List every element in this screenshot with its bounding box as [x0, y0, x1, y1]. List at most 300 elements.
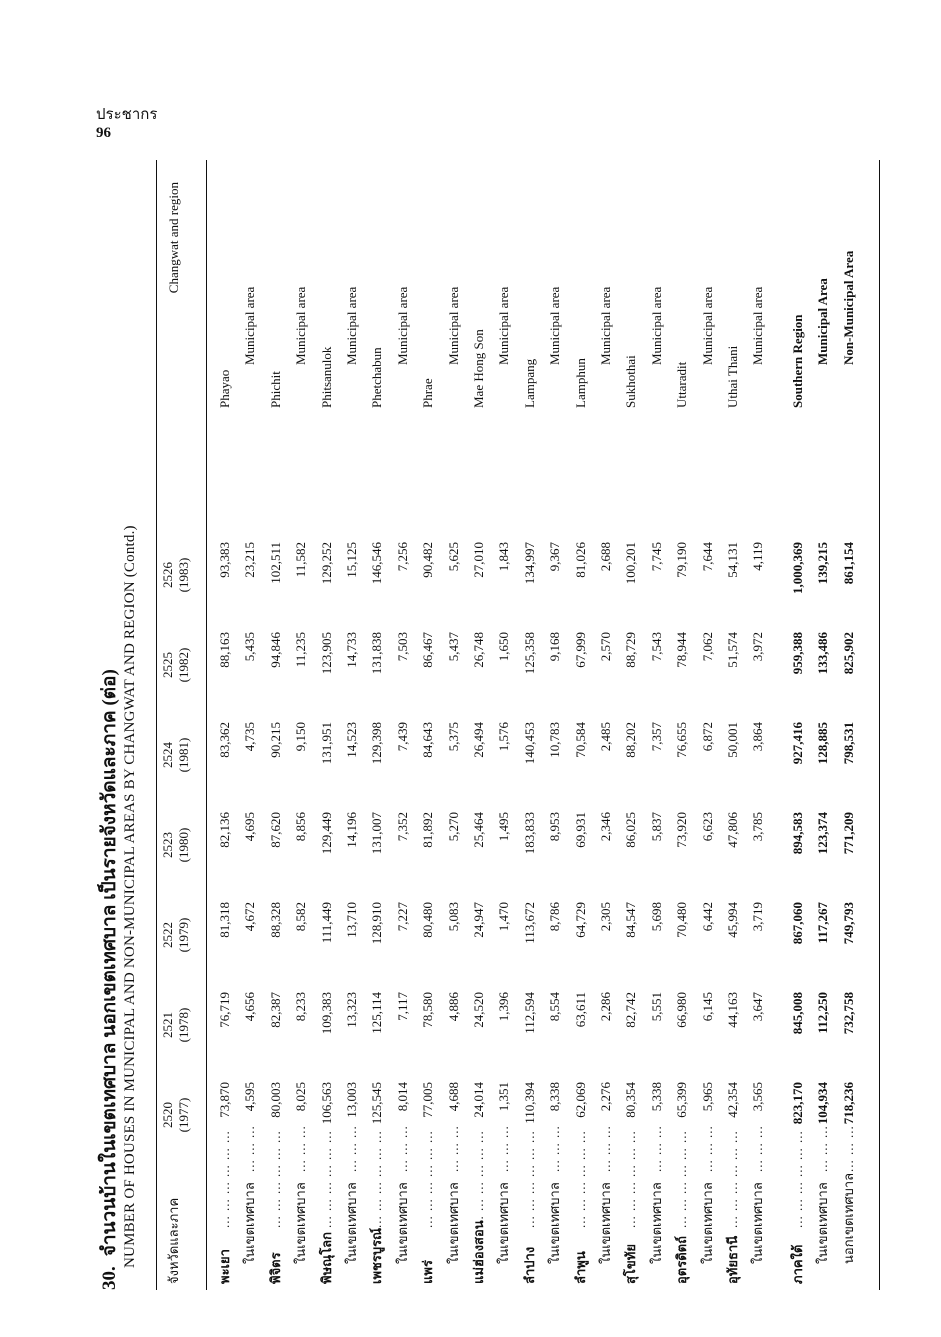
row-label-thai: ในเขตเทศบาล [242, 1182, 258, 1264]
table-row [595, 160, 617, 1290]
value-cell: 79,190 [674, 542, 690, 578]
row-label-thai: ในเขตเทศบาล [648, 1182, 664, 1264]
value-cell: 129,449 [318, 812, 334, 855]
value-cell: 26,748 [471, 632, 486, 668]
value-cell: 3,864 [750, 722, 766, 752]
value-cell: 90,215 [267, 722, 283, 758]
row-label-thai: ในเขตเทศบาล [293, 1182, 309, 1264]
table-row [493, 160, 515, 1290]
row-label-thai: สุโขทัย [623, 1244, 639, 1284]
value-cell: 8,233 [293, 992, 309, 1022]
row-label-english: Mae Hong Son [471, 329, 486, 408]
value-cell: 110,394 [521, 1082, 537, 1124]
value-cell: 15,125 [344, 542, 359, 578]
value-cell: 4,119 [750, 542, 766, 571]
value-cell: 113,672 [521, 902, 537, 944]
year-header [160, 1080, 192, 1150]
value-cell: 128,910 [369, 902, 385, 945]
value-cell: 823,170 [789, 1082, 805, 1125]
value-cell: 112,250 [815, 992, 831, 1034]
row-label-thai: ลำปาง [521, 1246, 537, 1284]
value-cell: 8,554 [547, 992, 563, 1022]
value-cell: 2,305 [598, 902, 613, 932]
row-label-english: Municipal area [445, 286, 461, 365]
table-row [646, 160, 668, 1290]
value-cell: 14,733 [344, 632, 359, 668]
value-cell: 117,267 [815, 902, 831, 944]
value-cell: 7,256 [394, 542, 410, 572]
value-cell: 2,276 [598, 1082, 613, 1112]
year-gregorian: (1979) [176, 917, 191, 953]
value-cell: 3,647 [750, 992, 766, 1022]
table-row [838, 160, 860, 1290]
table-row [265, 160, 287, 1290]
value-cell: 5,965 [699, 1082, 715, 1112]
year-buddhist: 2526 [160, 562, 175, 588]
row-label-english: Municipal area [394, 286, 410, 365]
value-cell: 5,338 [648, 1082, 664, 1112]
year-header [160, 720, 192, 790]
row-label-thai: แม่ฮ่องสอน [471, 1220, 486, 1284]
section-name: ประชากร [96, 107, 158, 123]
row-label-thai: อุทัยธานี [725, 1235, 740, 1284]
leader-dots: ... ... ... [699, 1125, 715, 1172]
value-cell: 80,480 [420, 902, 436, 938]
value-cell: 106,563 [318, 1082, 334, 1125]
value-cell: 123,374 [815, 812, 831, 855]
value-cell: 80,003 [267, 1082, 283, 1118]
leader-dots: ... ... ... [445, 1125, 461, 1172]
row-label-thai: ในเขตเทศบาล [394, 1182, 410, 1264]
row-label-thai: พะเยา [217, 1249, 232, 1284]
value-cell: 93,383 [217, 542, 232, 578]
row-label-english: Municipal area [750, 286, 766, 365]
value-cell: 24,014 [471, 1082, 486, 1118]
value-cell: 80,354 [623, 1082, 639, 1118]
leader-dots: ... ... ... ... ... ... [789, 1130, 805, 1228]
value-cell: 183,833 [521, 812, 537, 855]
value-cell: 4,886 [445, 992, 461, 1022]
value-cell: 6,442 [699, 902, 715, 932]
value-cell: 112,594 [521, 992, 537, 1034]
value-cell: 65,399 [674, 1082, 690, 1118]
year-buddhist: 2521 [160, 1012, 175, 1038]
row-label-thai: ลำพูน [572, 1251, 588, 1284]
value-cell: 4,695 [242, 812, 258, 842]
row-label-thai: ในเขตเทศบาล [496, 1182, 512, 1264]
value-cell: 82,387 [267, 992, 283, 1028]
value-cell: 125,114 [369, 992, 385, 1034]
value-cell: 8,014 [394, 1082, 410, 1112]
value-cell: 732,758 [840, 992, 856, 1035]
year-gregorian: (1980) [176, 827, 191, 863]
value-cell: 81,892 [420, 812, 436, 848]
value-cell: 45,994 [725, 902, 740, 938]
year-buddhist: 2523 [160, 832, 175, 858]
table-row [544, 160, 566, 1290]
row-label-english: Municipal area [293, 286, 309, 365]
value-cell: 5,435 [242, 632, 258, 662]
value-cell: 5,551 [648, 992, 664, 1022]
value-cell: 42,354 [725, 1082, 740, 1118]
leader-dots: ... ... ... ... ... ... [572, 1130, 588, 1228]
page-number: 96 [96, 125, 111, 141]
value-cell: 78,944 [674, 632, 690, 668]
value-cell: 76,655 [674, 722, 690, 758]
year-gregorian: (1983) [176, 557, 191, 593]
row-label-thai: ภาคใต้ [789, 1244, 805, 1284]
table-row [697, 160, 719, 1290]
value-cell: 104,934 [815, 1082, 831, 1125]
value-cell: 861,154 [840, 542, 856, 585]
row-label-english: Phrae [420, 378, 436, 408]
value-cell: 771,209 [840, 812, 856, 855]
value-cell: 94,846 [267, 632, 283, 668]
value-cell: 7,439 [394, 722, 410, 752]
value-cell: 24,947 [471, 902, 486, 938]
table-bottom-rule [879, 160, 880, 1290]
value-cell: 13,710 [344, 902, 359, 938]
row-label-thai: พิจิตร [267, 1252, 283, 1284]
value-cell: 88,729 [623, 632, 639, 668]
value-cell: 5,437 [445, 632, 461, 662]
value-cell: 2,570 [598, 632, 613, 662]
table-row [316, 160, 338, 1290]
leader-dots: ... ... ... ... ... ... [267, 1130, 283, 1228]
row-label-english: Municipal area [699, 286, 715, 365]
value-cell: 7,543 [648, 632, 664, 662]
leader-dots: ... ... ... ... ... ... [674, 1130, 690, 1228]
row-label-english: Phitsanulok [318, 346, 334, 408]
value-cell: 70,584 [572, 722, 588, 758]
year-header [160, 900, 192, 970]
value-cell: 5,837 [648, 812, 664, 842]
value-cell: 100,201 [623, 542, 639, 585]
value-cell: 125,358 [521, 632, 537, 675]
value-cell: 90,482 [420, 542, 436, 578]
value-cell: 27,010 [471, 542, 486, 578]
value-cell: 4,595 [242, 1082, 258, 1112]
page-header [96, 106, 157, 142]
leader-dots: ... ... ... [344, 1125, 359, 1172]
value-cell: 50,001 [725, 722, 740, 758]
value-cell: 8,786 [547, 902, 563, 932]
row-label-english: Southern Region [789, 314, 805, 408]
table-row [392, 160, 414, 1290]
leader-dots: ... ... ... [815, 1125, 831, 1172]
value-cell: 4,688 [445, 1082, 461, 1112]
value-cell: 3,972 [750, 632, 766, 662]
column-header-english: Changwat and region [166, 182, 181, 294]
table-row [519, 160, 541, 1290]
value-cell: 24,520 [471, 992, 486, 1028]
row-label-thai: ในเขตเทศบาล [598, 1182, 613, 1264]
row-label-english: Sukhothai [623, 355, 639, 408]
table-top-rule [156, 160, 157, 1290]
leader-dots: ... ... ... ... ... ... [318, 1130, 334, 1228]
row-label-thai: พิษณุโลก [318, 1231, 334, 1284]
value-cell: 77,005 [420, 1082, 436, 1118]
value-cell: 845,008 [789, 992, 805, 1035]
value-cell: 6,872 [699, 722, 715, 752]
value-cell: 1,396 [496, 992, 512, 1022]
value-cell: 44,163 [725, 992, 740, 1028]
value-cell: 129,252 [318, 542, 334, 585]
value-cell: 133,486 [815, 632, 831, 675]
value-cell: 7,357 [648, 722, 664, 752]
table-row [787, 160, 809, 1290]
table-row [468, 160, 490, 1290]
value-cell: 4,735 [242, 722, 258, 752]
value-cell: 11,582 [293, 542, 309, 578]
leader-dots: ... ... ... [547, 1125, 563, 1172]
table-row [341, 160, 363, 1290]
leader-dots: ... ... ... [496, 1125, 512, 1172]
leader-dots: ... ... ... [840, 1125, 856, 1172]
row-label-thai: เพชรบูรณ์ [369, 1227, 385, 1284]
leader-dots: ... ... ... ... ... ... [369, 1130, 385, 1228]
value-cell: 81,026 [572, 542, 588, 578]
row-label-thai: นอกเขตเทศบาล [840, 1172, 856, 1264]
value-cell: 111,449 [318, 902, 334, 944]
leader-dots: ... ... ... ... ... ... [217, 1130, 232, 1228]
value-cell: 5,083 [445, 902, 461, 932]
value-cell: 9,150 [293, 722, 309, 752]
value-cell: 87,620 [267, 812, 283, 848]
leader-dots: ... ... ... ... ... ... [521, 1130, 537, 1228]
value-cell: 62,069 [572, 1082, 588, 1118]
table-row [290, 160, 312, 1290]
value-cell: 1,000,369 [789, 542, 805, 594]
value-cell: 86,467 [420, 632, 436, 668]
value-cell: 2,485 [598, 722, 613, 752]
value-cell: 11,235 [293, 632, 309, 668]
value-cell: 718,236 [840, 1082, 856, 1125]
row-label-thai: ในเขตเทศบาล [750, 1182, 766, 1264]
statistical-table [84, 160, 904, 1290]
value-cell: 1,843 [496, 542, 512, 572]
leader-dots: ... ... ... ... ... ... [471, 1130, 486, 1228]
year-gregorian: (1978) [176, 1007, 191, 1043]
value-cell: 84,643 [420, 722, 436, 758]
value-cell: 131,951 [318, 722, 334, 765]
year-header [160, 810, 192, 880]
value-cell: 146,546 [369, 542, 385, 585]
row-label-thai: อุตรดิตถ์ [674, 1236, 690, 1284]
row-label-thai: ในเขตเทศบาล [445, 1182, 461, 1264]
column-header-thai: จังหวัดและภาค [166, 1197, 181, 1284]
value-cell: 894,583 [789, 812, 805, 855]
row-label-english: Municipal area [547, 286, 563, 365]
value-cell: 8,953 [547, 812, 563, 842]
value-cell: 88,202 [623, 722, 639, 758]
row-label-thai: แพร่ [420, 1260, 436, 1284]
value-cell: 7,745 [648, 542, 664, 572]
row-label-thai: ในเขตเทศบาล [547, 1182, 563, 1264]
year-gregorian: (1977) [176, 1097, 191, 1133]
value-cell: 78,580 [420, 992, 436, 1028]
value-cell: 84,547 [623, 902, 639, 938]
value-cell: 70,480 [674, 902, 690, 938]
value-cell: 51,574 [725, 632, 740, 668]
row-label-english: Municipal area [598, 286, 613, 365]
value-cell: 128,885 [815, 722, 831, 765]
row-label-english: Municipal area [344, 286, 359, 365]
table-row [214, 160, 236, 1290]
value-cell: 8,856 [293, 812, 309, 842]
value-cell: 47,806 [725, 812, 740, 848]
table-row [671, 160, 693, 1290]
value-cell: 927,416 [789, 722, 805, 765]
row-label-english: Municipal Area [815, 278, 831, 365]
leader-dots: ... ... ... ... ... ... [725, 1130, 740, 1228]
table-number: 30. [99, 1266, 120, 1290]
table-title-thai [94, 669, 124, 1290]
year-buddhist: 2524 [160, 742, 175, 768]
value-cell: 123,905 [318, 632, 334, 675]
value-cell: 4,672 [242, 902, 258, 932]
year-gregorian: (1981) [176, 737, 191, 773]
value-cell: 5,698 [648, 902, 664, 932]
value-cell: 2,346 [598, 812, 613, 842]
value-cell: 76,719 [217, 992, 232, 1028]
value-cell: 26,494 [471, 722, 486, 758]
leader-dots: ... ... ... ... ... ... [420, 1130, 436, 1228]
row-label-english: Municipal area [496, 286, 512, 365]
row-label-english: Lamphun [572, 358, 588, 408]
header-rule [206, 160, 207, 1290]
row-label-english: Lampang [521, 358, 537, 408]
value-cell: 13,003 [344, 1082, 359, 1118]
value-cell: 82,136 [217, 812, 232, 848]
value-cell: 14,196 [344, 812, 359, 848]
value-cell: 9,168 [547, 632, 563, 662]
leader-dots: ... ... ... [394, 1125, 410, 1172]
row-label-english: Phetchabun [369, 347, 385, 408]
value-cell: 88,163 [217, 632, 232, 668]
value-cell: 14,523 [344, 722, 359, 758]
value-cell: 88,328 [267, 902, 283, 938]
year-buddhist: 2520 [160, 1102, 175, 1128]
table-title-english: NUMBER OF HOUSES IN MUNICIPAL AND NON-MUNICIPAL AREAS BY CHANGWAT AND REGION (Contd.) [122, 525, 138, 1268]
value-cell: 54,131 [725, 542, 740, 578]
value-cell: 131,007 [369, 812, 385, 855]
value-cell: 139,215 [815, 542, 831, 585]
leader-dots: ... ... ... [648, 1125, 664, 1172]
leader-dots: ... ... ... [293, 1125, 309, 1172]
value-cell: 10,783 [547, 722, 563, 758]
value-cell: 69,931 [572, 812, 588, 848]
year-buddhist: 2525 [160, 652, 175, 678]
row-label-english: Uthai Thani [725, 345, 740, 408]
table-row [722, 160, 744, 1290]
value-cell: 129,398 [369, 722, 385, 765]
year-header [160, 990, 192, 1060]
value-cell: 63,611 [572, 992, 588, 1028]
value-cell: 73,920 [674, 812, 690, 848]
value-cell: 64,729 [572, 902, 588, 938]
value-cell: 798,531 [840, 722, 856, 765]
value-cell: 25,464 [471, 812, 486, 848]
year-gregorian: (1982) [176, 647, 191, 683]
value-cell: 8,582 [293, 902, 309, 932]
value-cell: 7,644 [699, 542, 715, 572]
row-label-english: Phayao [217, 369, 232, 408]
value-cell: 1,495 [496, 812, 512, 842]
value-cell: 4,656 [242, 992, 258, 1022]
row-label-thai: ในเขตเทศบาล [699, 1182, 715, 1264]
value-cell: 867,060 [789, 902, 805, 945]
table-row [239, 160, 261, 1290]
value-cell: 13,323 [344, 992, 359, 1028]
value-cell: 81,318 [217, 902, 232, 938]
value-cell: 749,793 [840, 902, 856, 945]
value-cell: 8,338 [547, 1082, 563, 1112]
value-cell: 131,838 [369, 632, 385, 675]
value-cell: 5,270 [445, 812, 461, 842]
value-cell: 3,565 [750, 1082, 766, 1112]
value-cell: 66,980 [674, 992, 690, 1028]
value-cell: 7,503 [394, 632, 410, 662]
table-row [417, 160, 439, 1290]
table-title-thai-text: จำนวนบ้านในเขตเทศบาล นอกเขตเทศบาล เป็นรายจังหวัดและภาค (ต่อ) [99, 669, 120, 1257]
table-row [620, 160, 642, 1290]
row-label-english: Uttaradit [674, 361, 690, 408]
table-row [443, 160, 465, 1290]
year-header [160, 630, 192, 700]
value-cell: 2,688 [598, 542, 613, 572]
value-cell: 86,025 [623, 812, 639, 848]
row-label-english: Non-Municipal Area [840, 250, 856, 365]
value-cell: 8,025 [293, 1082, 309, 1112]
row-label-thai: ในเขตเทศบาล [815, 1182, 831, 1264]
value-cell: 83,362 [217, 722, 232, 758]
table-row [366, 160, 388, 1290]
leader-dots: ... ... ... ... ... ... [623, 1130, 639, 1228]
value-cell: 3,719 [750, 902, 766, 932]
value-cell: 7,352 [394, 812, 410, 842]
value-cell: 2,286 [598, 992, 613, 1022]
value-cell: 23,215 [242, 542, 258, 578]
value-cell: 5,375 [445, 722, 461, 752]
value-cell: 7,062 [699, 632, 715, 662]
value-cell: 5,625 [445, 542, 461, 572]
value-cell: 6,623 [699, 812, 715, 842]
value-cell: 125,545 [369, 1082, 385, 1125]
value-cell: 959,388 [789, 632, 805, 675]
leader-dots: ... ... ... [750, 1125, 766, 1172]
value-cell: 102,511 [267, 542, 283, 584]
row-label-english: Municipal area [648, 286, 664, 365]
value-cell: 825,902 [840, 632, 856, 675]
value-cell: 7,227 [394, 902, 410, 932]
value-cell: 9,367 [547, 542, 563, 572]
row-label-english: Phichit [267, 371, 283, 408]
value-cell: 6,145 [699, 992, 715, 1022]
value-cell: 1,576 [496, 722, 512, 752]
value-cell: 3,785 [750, 812, 766, 842]
value-cell: 109,383 [318, 992, 334, 1035]
value-cell: 1,351 [496, 1082, 512, 1112]
table-row [812, 160, 834, 1290]
value-cell: 67,999 [572, 632, 588, 668]
value-cell: 82,742 [623, 992, 639, 1028]
leader-dots: ... ... ... [598, 1125, 613, 1172]
year-buddhist: 2522 [160, 922, 175, 948]
row-label-english: Municipal area [242, 286, 258, 365]
row-label-thai: ในเขตเทศบาล [344, 1182, 359, 1264]
table-row [570, 160, 592, 1290]
